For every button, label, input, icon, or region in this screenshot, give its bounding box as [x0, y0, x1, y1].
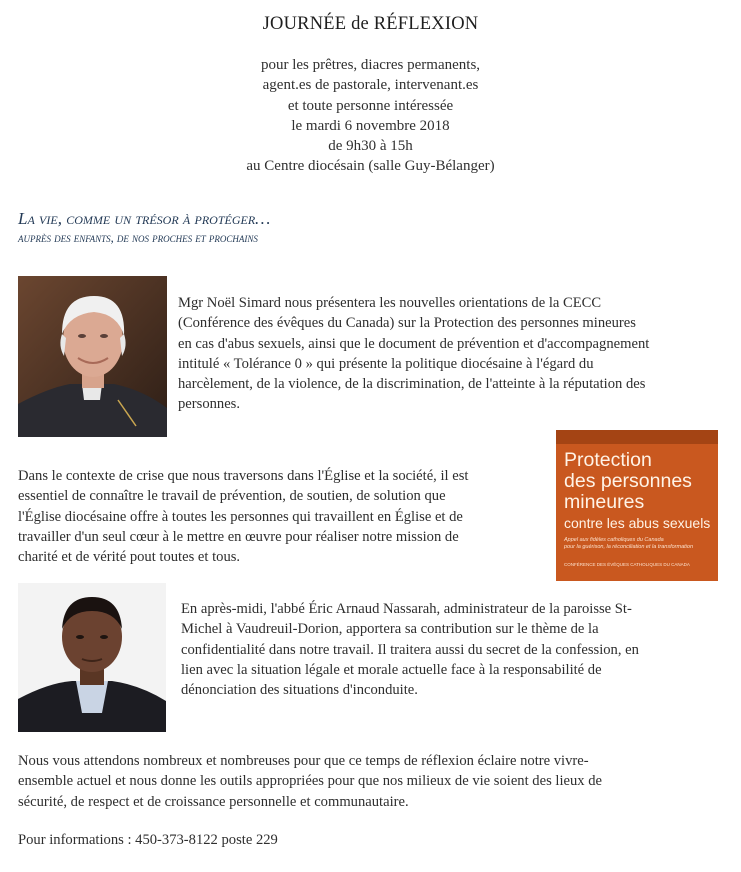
event-audience-line-2: agent.es de pastorale, intervenant.es: [262, 77, 479, 94]
section-2-line: essentiel de connaître le travail de prévention, de soutien, de solution que: [18, 488, 446, 505]
section-3-line: confidentialité dans notre travail. Il traitera aussi du secret de la confession, en: [181, 641, 639, 658]
contact-info: Pour informations : 450-373-8122 poste 229: [18, 832, 278, 848]
closing-text: [18, 751, 602, 812]
book-title-line: Protection: [564, 449, 652, 471]
section-3-line: lien avec la situation légale et morale actuelle face à la responsabilité de: [181, 661, 602, 678]
section-1-line: personnes.: [178, 396, 241, 413]
section-2-line: charité et de vérité pout toutes et tous.: [18, 549, 241, 566]
section-1-line: (Conférence des évêques du Canada) sur la Protection des personnes mineures: [178, 315, 636, 332]
section-2-line: travailler d'un seul cœur à le mettre en œuvre pour réaliser notre mission de: [18, 528, 459, 545]
section-3-text: [181, 599, 639, 700]
book-title-line: des personnes: [564, 470, 692, 492]
closing-line: ensemble actuel et nous donne les outils appropriées pour que nos milieux de vie soient des lieux de: [18, 773, 603, 790]
event-info: [0, 55, 741, 177]
section-3-line: dénonciation des situations d'inconduite.: [181, 682, 418, 699]
section-1-text: [178, 293, 649, 415]
theme-heading: [18, 209, 270, 246]
event-audience-line-3: et toute personne intéressée: [287, 97, 454, 114]
book-publisher: CONFÉRENCE DES ÉVÊQUES CATHOLIQUES DU CANADA: [564, 562, 690, 567]
section-3-line: Michel à Vaudreuil-Dorion, apportera sa contribution sur le thème de la: [181, 621, 599, 638]
theme-line-2: auprès des enfants, de nos proches et prochains: [18, 231, 258, 245]
book-cover-band: [556, 430, 718, 444]
theme-line-1: La vie, comme un trésor à protéger…: [18, 209, 271, 228]
book-tagline: pour la guérison, la réconciliation et la transformation: [564, 544, 694, 550]
section-1-line: harcèlement, de la violence, de la discrimination, de l'atteinte à la réputation des: [178, 376, 646, 393]
event-audience-line-1: pour les prêtres, diacres permanents,: [260, 57, 481, 73]
section-2-line: l'Église diocésaine offre à toutes les personnes qui travaillent en Église et de: [18, 508, 463, 525]
book-cover-text: [564, 450, 710, 551]
section-2-text: [18, 466, 468, 567]
book-subtitle: contre les abus sexuels: [564, 515, 711, 531]
book-title-line: mineures: [564, 491, 645, 513]
section-1-line: en cas d'abus sexuels, ainsi que le document de prévention et d'accompagnement: [178, 335, 650, 352]
section-1-line: intitulé « Tolérance 0 » qui présente la politique diocésaine à l'égard du: [178, 355, 594, 372]
page-title: JOURNÉE de RÉFLEXION: [262, 14, 479, 34]
section-3-line: En après-midi, l'abbé Éric Arnaud Nassarah, administrateur de la paroisse St-: [181, 601, 632, 617]
book-tagline: Appel aux fidèles catholiques du Canada: [564, 537, 664, 543]
speaker-photo-eric-nassarah: [18, 583, 166, 732]
event-date: le mardi 6 novembre 2018: [291, 117, 450, 134]
section-1-line: Mgr Noël Simard nous présentera les nouvelles orientations de la CECC: [178, 295, 602, 311]
speaker-photo-noel-simard: [18, 276, 167, 437]
book-cover-image: [556, 430, 718, 581]
event-time: de 9h30 à 15h: [328, 138, 413, 155]
closing-line: sécurité, de respect et de croissance personnelle et communautaire.: [18, 793, 409, 810]
section-2-line: Dans le contexte de crise que nous traversons dans l'Église et la société, il est: [18, 468, 469, 484]
closing-line: Nous vous attendons nombreux et nombreuses pour que ce temps de réflexion éclaire notre vivre-: [18, 753, 589, 769]
event-location: au Centre diocésain (salle Guy-Bélanger): [246, 158, 495, 175]
